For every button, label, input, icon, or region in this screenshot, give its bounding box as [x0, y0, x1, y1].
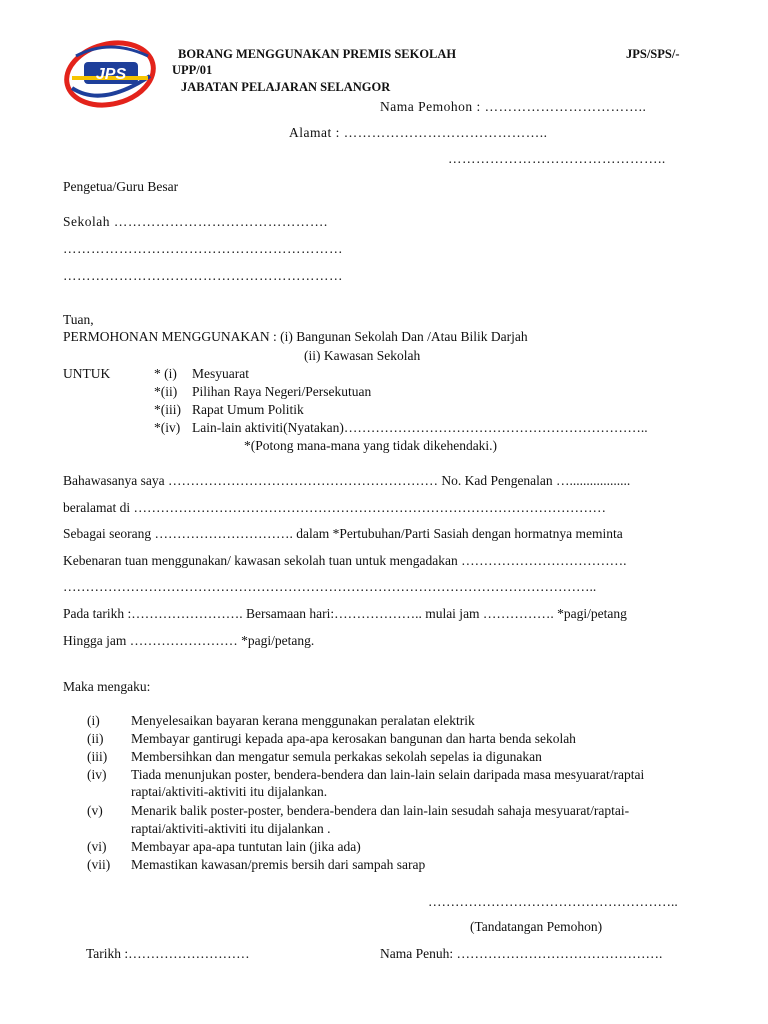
applicant-name-field[interactable]: Nama Pemohon : …………………………….. [380, 99, 647, 114]
logo-text: JPS [95, 66, 127, 83]
undertaking-item-cont: raptai/aktiviti-aktiviti itu dijalankan. [131, 784, 328, 799]
signature-date-field[interactable]: Tarikh :……………………… [86, 946, 250, 961]
purpose-item[interactable]: Lain-lain aktiviti(Nyatakan)………………………………………………………….. [192, 420, 648, 435]
purpose-number: *(iii) [154, 402, 181, 417]
undertaking-item: Membayar gantirugi kepada apa-apa kerosakan bangunan dan harta benda sekolah [131, 731, 576, 746]
jps-logo [62, 36, 158, 112]
applicant-address-field[interactable]: Alamat : …………………………………….. [289, 125, 548, 140]
undertaking-number: (vii) [87, 857, 111, 872]
undertaking-number: (i) [87, 713, 100, 728]
form-title: BORANG MENGGUNAKAN PREMIS SEKOLAH [178, 47, 457, 61]
purpose-item[interactable]: Rapat Umum Politik [192, 402, 304, 417]
declaration-line-role[interactable]: Sebagai seorang …………………………. dalam *Pertubuhan/Parti Sasiah dengan hormatnya meminta [63, 526, 623, 541]
undertaking-number: (iv) [87, 767, 107, 782]
applicant-address-field-2[interactable]: ……………………………………….. [448, 151, 666, 166]
undertaking-number: (v) [87, 803, 103, 818]
undertaking-number: (iii) [87, 749, 108, 764]
undertaking-item: Memastikan kawasan/premis bersih dari sampah sarap [131, 857, 426, 872]
declaration-line-purpose[interactable]: Kebenaran tuan menggunakan/ kawasan sekolah tuan untuk mengadakan ………………………………. [63, 553, 627, 568]
purpose-item[interactable]: Mesyuarat [192, 366, 249, 381]
declaration-line-until[interactable]: Hingga jam …………………… *pagi/petang. [63, 633, 315, 648]
request-subject-2: (ii) Kawasan Sekolah [304, 348, 421, 363]
form-subtitle: JABATAN PELAJARAN SELANGOR [181, 80, 391, 94]
signature-full-name-field[interactable]: Nama Penuh: ………………………………………. [380, 946, 663, 961]
school-field[interactable]: Sekolah ………………………………………. [63, 214, 328, 229]
form-ref-a: JPS/SPS/- [626, 47, 680, 61]
undertaking-item-cont: raptai/aktiviti-aktiviti itu dijalankan . [131, 821, 331, 836]
purpose-number: *(ii) [154, 384, 178, 399]
form-ref-b: UPP/01 [172, 63, 213, 77]
undertaking-item: Menarik balik poster-poster, bendera-bendera dan lain-lain sesudah sahaja mesyuarat/raptai- [131, 803, 630, 818]
school-address-field-2[interactable]: …………………………………………………… [63, 268, 343, 283]
addressee-label: Pengetua/Guru Besar [63, 179, 179, 194]
declaration-line-address[interactable]: beralamat di …………………………………………………………………………………………… [63, 500, 606, 515]
undertaking-item: Tiada menunjukan poster, bendera-bendera dan lain-lain selain daripada masa mesyuarat/raptai [131, 767, 645, 782]
purpose-label: UNTUK [63, 366, 111, 381]
purpose-item[interactable]: Pilihan Raya Negeri/Persekutuan [192, 384, 372, 399]
declaration-line-date[interactable]: Pada tarikh :……………………. Bersamaan hari:……………….. mulai jam ……………. *pagi/petang [63, 606, 627, 621]
salutation: Tuan, [63, 312, 94, 327]
undertaking-item: Menyelesaikan bayaran kerana menggunakan peralatan elektrik [131, 713, 475, 728]
purpose-number: *(iv) [154, 420, 181, 435]
declaration-line-name[interactable]: Bahawasanya saya …………………………………………………… No. Kad Pengenalan ….................. [63, 473, 631, 488]
signature-line[interactable]: ……………………………………………….. [428, 894, 678, 909]
school-address-field-1[interactable]: …………………………………………………… [63, 241, 343, 256]
strike-note: *(Potong mana-mana yang tidak dikehendaki.) [244, 438, 498, 453]
request-subject: PERMOHONAN MENGGUNAKAN : (i) Bangunan Sekolah Dan /Atau Bilik Darjah [63, 329, 528, 344]
undertaking-item: Membayar apa-apa tuntutan lain (jika ada) [131, 839, 361, 854]
undertaking-number: (vi) [87, 839, 107, 854]
undertaking-number: (ii) [87, 731, 104, 746]
declaration-line-blank[interactable]: ……………………………………………………………………………………………………….. [63, 579, 597, 594]
undertaking-item: Membersihkan dan mengatur semula perkakas sekolah sepelas ia digunakan [131, 749, 542, 764]
undertaking-intro: Maka mengaku: [63, 679, 151, 694]
signature-label: (Tandatangan Pemohon) [470, 919, 603, 934]
purpose-number: * (i) [154, 366, 177, 381]
